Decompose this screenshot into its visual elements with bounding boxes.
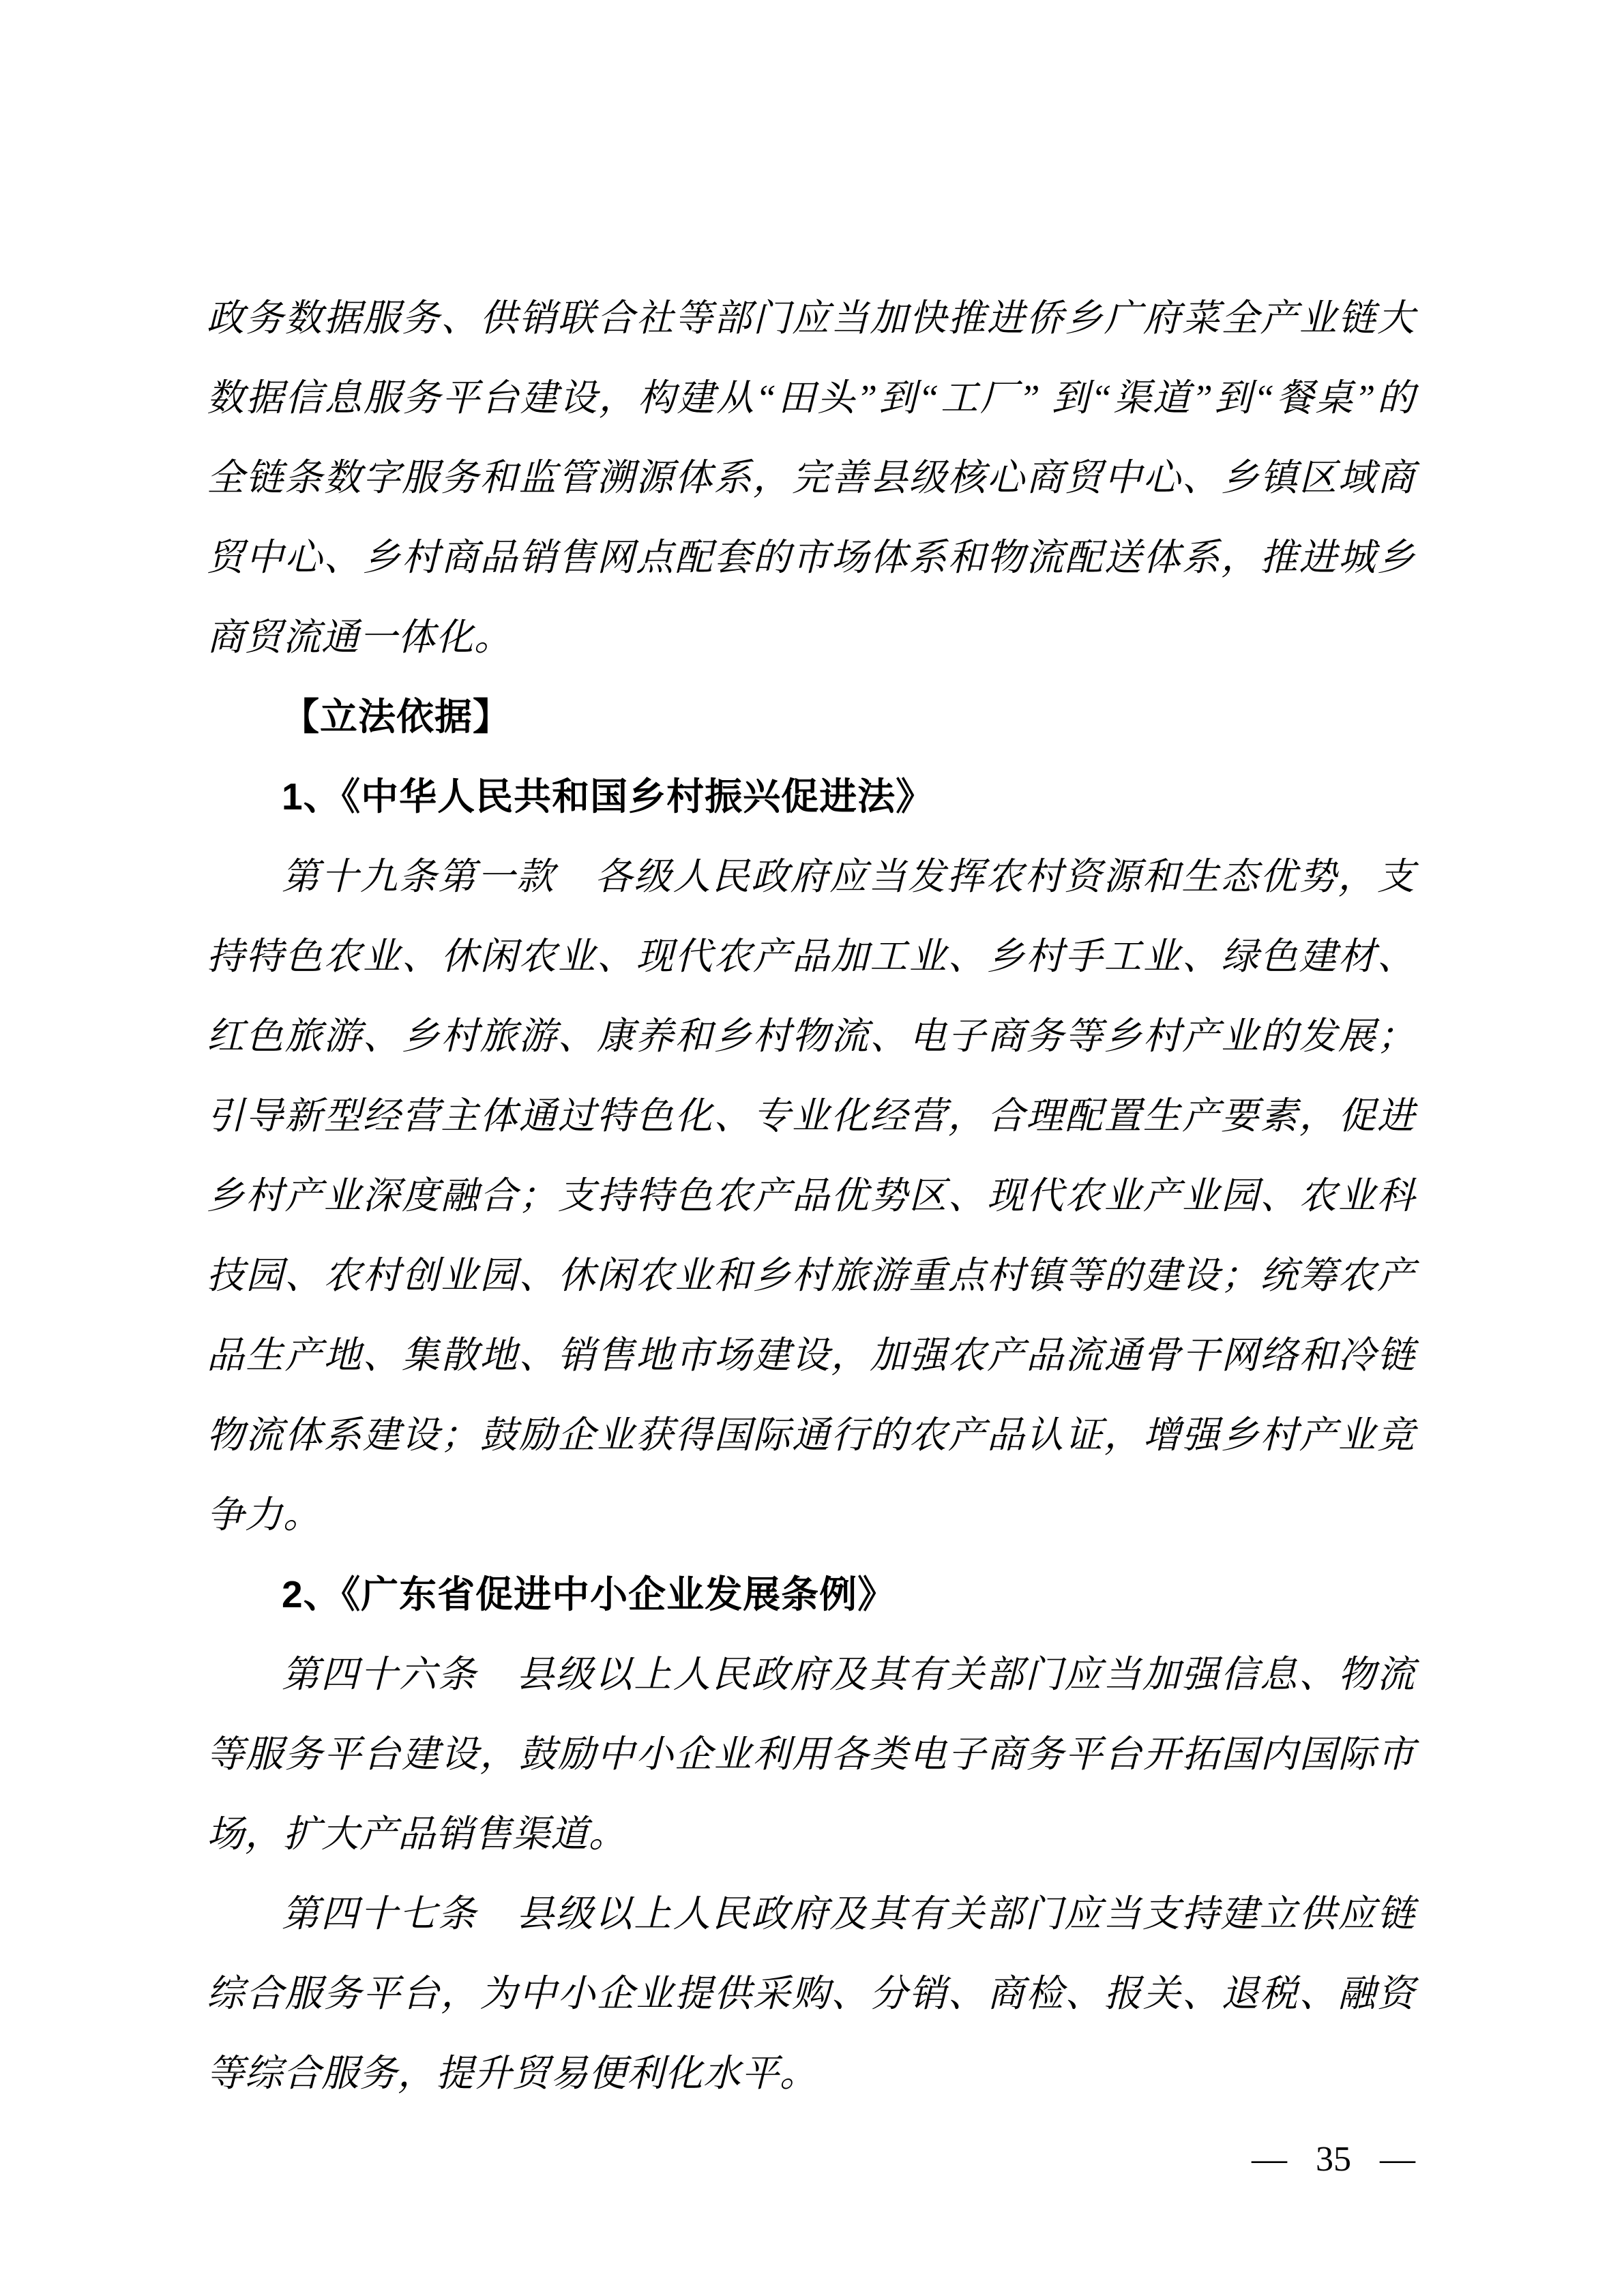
document-body bbox=[207, 278, 1415, 2113]
section-heading-legislative-basis: 【立法依据】 bbox=[282, 696, 512, 738]
paragraph-article-47: 第四十七条 县级以上人民政府及其有关部门应当支持建立供应链综合服务平台，为中小企业提供采购、分销、商检、报关、退税、融资等综合服务，提升贸易便利化水平。 bbox=[207, 1893, 1415, 2094]
law-title-rural-revitalization-promotion-law: 1、《中华人民共和国乡村振兴促进法》 bbox=[282, 775, 934, 818]
paragraph-article-19: 第十九条第一款 各级人民政府应当发挥农村资源和生态优势，支持特色农业、休闲农业、现代农产品加工业、乡村手工业、绿色建材、红色旅游、乡村旅游、康养和乡村物流、电子商务等乡村产业的发展；引导新型经营主体通过特色化、专业化经营，合理配置生产要素，促进乡村产业深度融合；支持特色农产品优势区、现代农业产业园、农业科技园、农村创业园、休闲农业和乡村旅游重点村镇等的建设；统筹农产品生产地、集散地、销售地市场建设，加强农产品流通骨干网络和冷链物流体系建设；鼓励企业获得国际通行的农产品认证，增强乡村产业竞争力。 bbox=[207, 856, 1415, 1536]
paragraph-article-46: 第四十六条 县级以上人民政府及其有关部门应当加强信息、物流等服务平台建设，鼓励中小企业利用各类电子商务平台开拓国内国际市场，扩大产品销售渠道。 bbox=[207, 1654, 1415, 1855]
page-footer bbox=[1252, 2139, 1415, 2180]
footer-dash-right: — bbox=[1380, 2140, 1415, 2179]
footer-dash-left: — bbox=[1252, 2140, 1287, 2179]
paragraph-continuation: 政务数据服务、供销联合社等部门应当加快推进侨乡广府菜全产业链大数据信息服务平台建设，构建从“田头”到“工厂” 到“渠道”到“餐桌”的全链条数字服务和监管溯源体系，完善县级核心商贸中心、乡镇区域商贸中心、乡村商品销售网点配套的市场体系和物流配送体系，推进城乡商贸流通一体化。 bbox=[207, 297, 1415, 658]
page-number: 35 bbox=[1316, 2140, 1351, 2179]
law-title-guangdong-sme-development-regulation: 2、《广东省促进中小企业发展条例》 bbox=[282, 1573, 896, 1615]
